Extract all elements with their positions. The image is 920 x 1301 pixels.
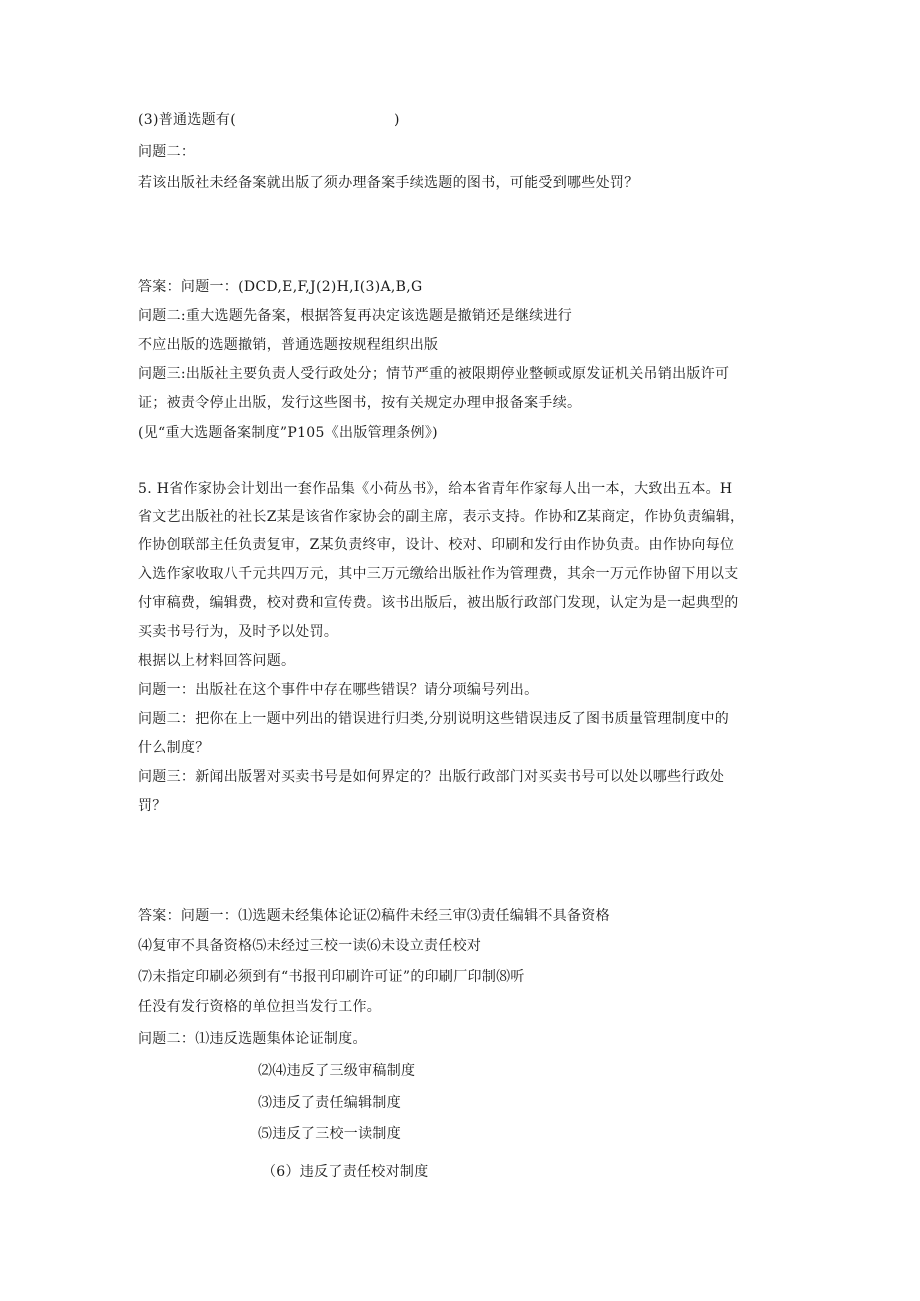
answer5-indented-3: ⑸违反了三校一读制度 bbox=[258, 1126, 401, 1142]
case5-line-12: 罚？ bbox=[138, 798, 167, 814]
answer5-line-4: 任没有发行资格的单位担当发行工作。 bbox=[138, 999, 382, 1015]
answer4-line-4: 问题三:出版社主要负责人受行政处分；情节严重的被限期停业整顿或原发证机关吊销出版许可 bbox=[138, 366, 730, 382]
answer5-indented-2: ⑶违反了责任编辑制度 bbox=[258, 1095, 401, 1111]
answer5-line-5: 问题二：⑴违反选题集体论证制度。 bbox=[138, 1031, 367, 1047]
case5-line-11: 问题三：新闻出版署对买卖书号是如何界定的？出版行政部门对买卖书号可以处以哪些行政处 bbox=[138, 769, 725, 785]
q3-suffix: ) bbox=[394, 112, 400, 128]
answer4-line-2: 问题二:重大选题先备案，根据答复再决定该选题是撤销还是继续进行 bbox=[138, 308, 573, 324]
case5-line-2: 省文艺出版社的社长Z某是该省作家协会的副主席，表示支持。作协和Z某商定，作协负责编辑， bbox=[138, 509, 745, 525]
case5-line-3: 作协创联部主任负责复审，Z某负责终审，设计、校对、印刷和发行由作协负责。由作协向每位 bbox=[138, 537, 735, 553]
answer4-line-6: (见“重大选题备案制度”P105《出版管理条例》) bbox=[138, 425, 438, 441]
case5-line-5: 付审稿费，编辑费，校对费和宣传费。该书出版后，被出版行政部门发现，认定为是一起典型的 bbox=[138, 595, 739, 611]
answer5-line-2: ⑷复审不具备资格⑸未经过三校一读⑹未设立责任校对 bbox=[138, 938, 482, 954]
answer5-line-1: 答案：问题一：⑴选题未经集体论证⑵稿件未经三审⑶责任编辑不具备资格 bbox=[138, 908, 610, 924]
answer5-indented-1: ⑵⑷违反了三级审稿制度 bbox=[258, 1063, 416, 1079]
case5-line-10: 什么制度？ bbox=[138, 740, 210, 756]
case5-line-6: 买卖书号行为，及时予以处罚。 bbox=[138, 624, 339, 640]
answer4-line-1: 答案：问题一：(DCD,E,F,J(2)H,I(3)A,B,G bbox=[138, 279, 423, 295]
q3-ordinary-topics-line bbox=[138, 110, 400, 130]
q3-prefix: (3)普通选题有( bbox=[138, 112, 236, 128]
answer5-line-3: ⑺未指定印刷必须到有“书报刊印刷许可证”的印刷厂印制⑻听 bbox=[138, 969, 525, 985]
case5-line-9: 问题二：把你在上一题中列出的错误进行归类,分别说明这些错误违反了图书质量管理制度中的 bbox=[138, 711, 730, 727]
answer4-line-3: 不应出版的选题撤销，普通选题按规程组织出版 bbox=[138, 337, 439, 353]
answer4-line-5: 证；被责令停止出版，发行这些图书，按有关规定办理申报备案手续。 bbox=[138, 395, 582, 411]
case5-line-1: 5. H省作家协会计划出一套作品集《小荷丛书》，给本省青年作家每人出一本，大致出五本。H bbox=[138, 481, 733, 497]
case5-line-7: 根据以上材料回答问题。 bbox=[138, 653, 296, 669]
q2-title: 问题二： bbox=[138, 144, 196, 160]
answer5-last: （6）违反了责任校对制度 bbox=[262, 1164, 429, 1180]
case5-line-8: 问题一：出版社在这个事件中存在哪些错误？请分项编号列出。 bbox=[138, 682, 539, 698]
case5-line-4: 入选作家收取八千元共四万元，其中三万元缴给出版社作为管理费，其余一万元作协留下用以支 bbox=[138, 566, 739, 582]
q2-question: 若该出版社未经备案就出版了须办理备案手续选题的图书，可能受到哪些处罚？ bbox=[138, 175, 639, 191]
